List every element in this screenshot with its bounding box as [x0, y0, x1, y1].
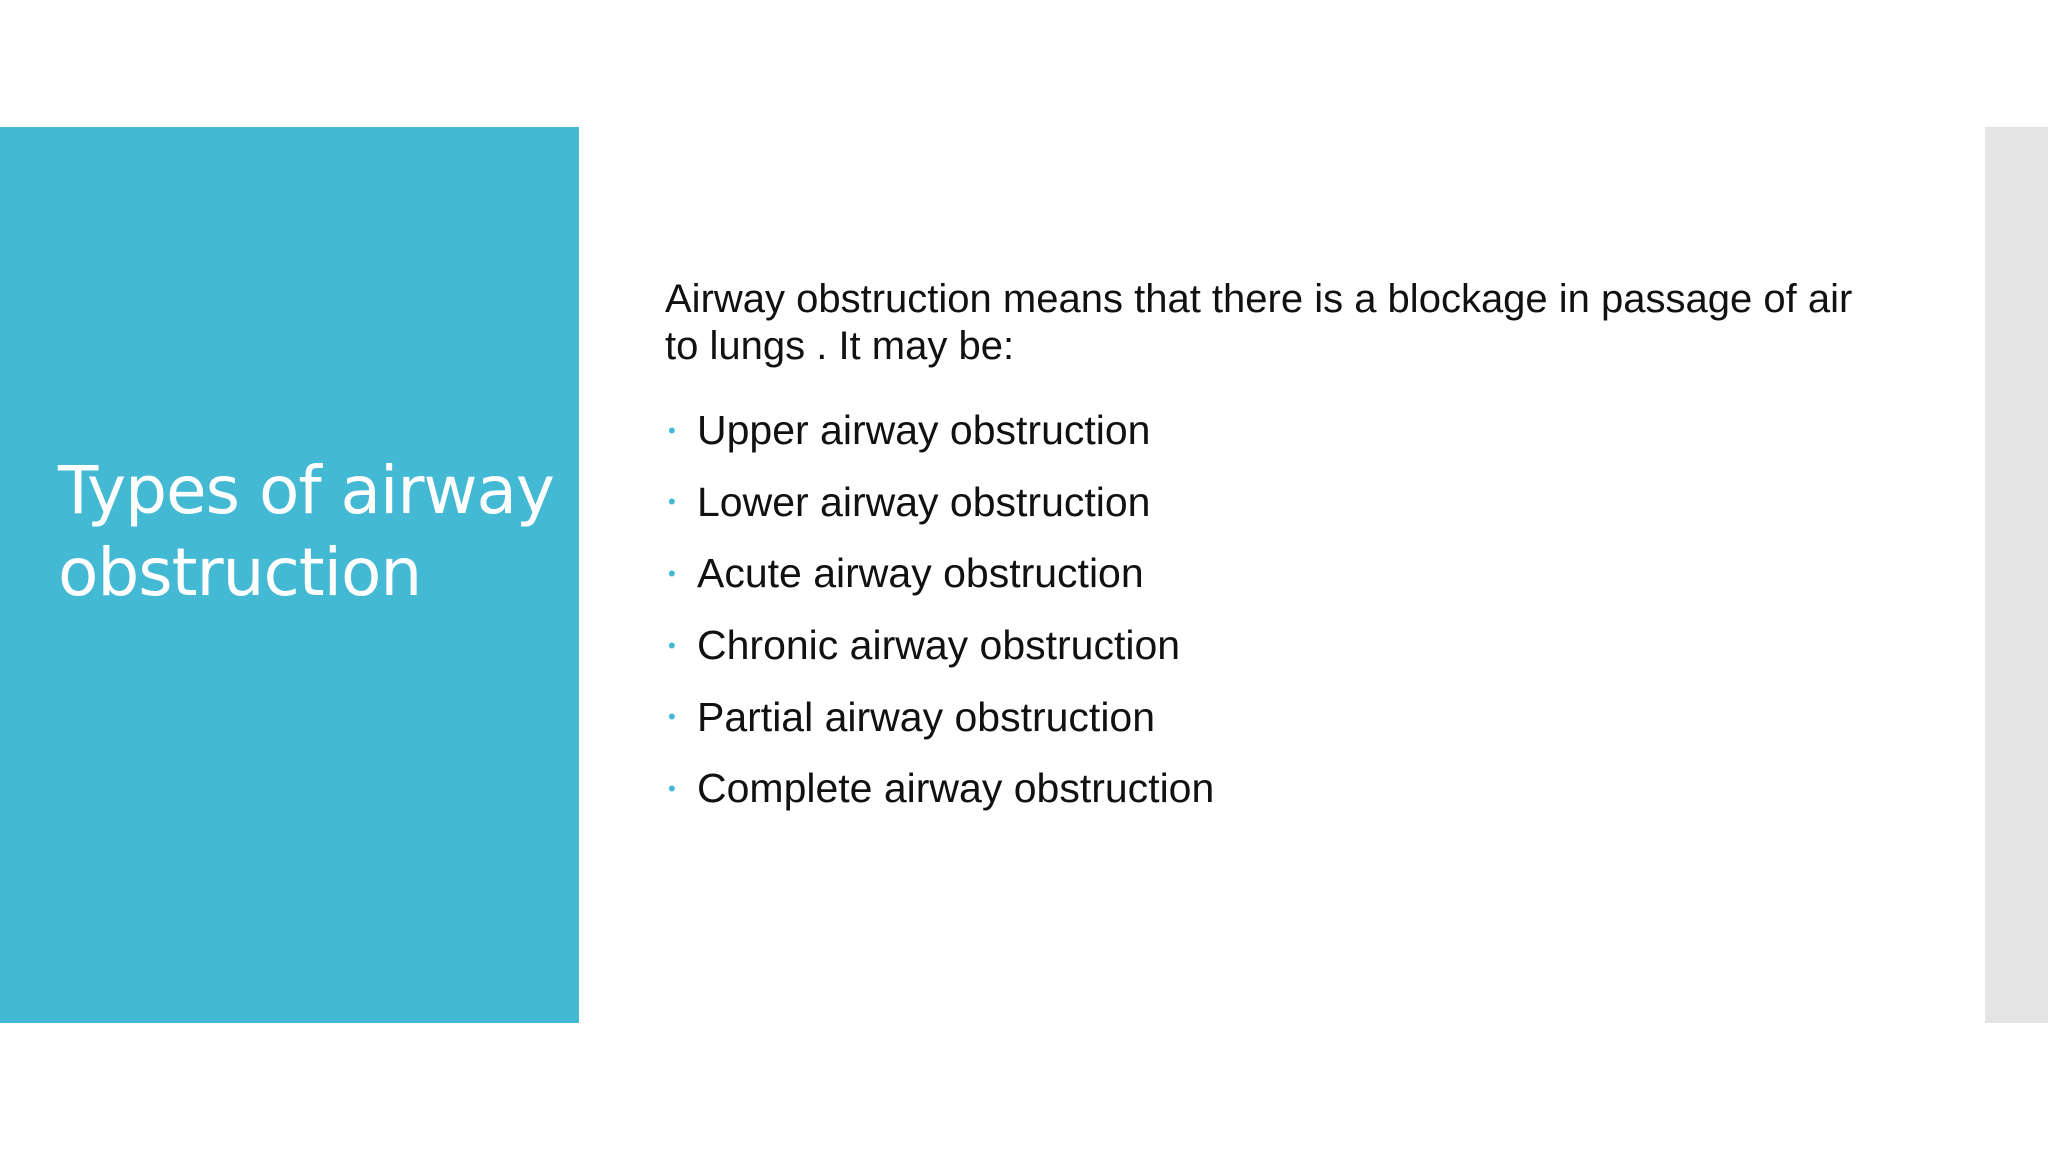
bullet-text: Partial airway obstruction: [697, 693, 1156, 740]
bullet-text: Upper airway obstruction: [697, 407, 1151, 454]
bullet-item-chronic: [665, 610, 1865, 682]
bullet-item-partial: [665, 681, 1865, 753]
bullet-item-complete: [665, 753, 1865, 825]
slide-title: Types of airway obstruction: [58, 452, 554, 611]
bullet-item-upper: [665, 395, 1865, 467]
bullet-dot-icon: •: [668, 489, 676, 515]
bullet-item-acute: [665, 538, 1865, 610]
slide-content: [665, 276, 1865, 825]
bullet-item-lower: [665, 467, 1865, 539]
bullet-text: Lower airway obstruction: [697, 478, 1151, 525]
right-decorative-bar: [1985, 127, 2048, 1023]
bullet-dot-icon: •: [668, 775, 676, 801]
bullet-dot-icon: •: [668, 417, 676, 443]
bullet-dot-icon: •: [668, 704, 676, 730]
bullet-dot-icon: •: [668, 632, 676, 658]
bullet-list: [665, 395, 1865, 825]
intro-paragraph: Airway obstruction means that there is a blockage in passage of air to lungs . It may be:: [665, 277, 1853, 368]
bullet-dot-icon: •: [668, 560, 676, 586]
bullet-text: Complete airway obstruction: [697, 765, 1215, 812]
bullet-text: Acute airway obstruction: [697, 550, 1144, 597]
bullet-text: Chronic airway obstruction: [697, 622, 1181, 669]
